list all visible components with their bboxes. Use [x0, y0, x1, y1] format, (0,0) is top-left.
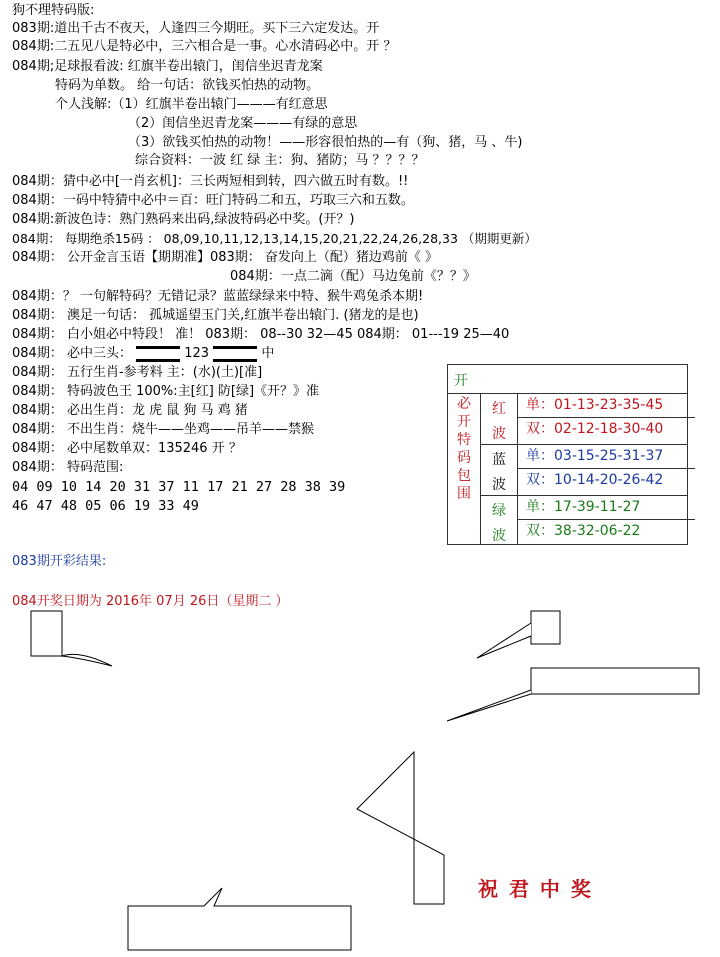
red-odd-row: 单：01-13-23-35-45 [518, 396, 695, 418]
text-line: 083期:道出千古不夜天，人逢四三今期旺。买下三六定发达。开 [12, 21, 380, 36]
result-heading: 083期开彩结果: [12, 554, 107, 569]
text-line: 084期:二五见八是特必中，三六相合是一事。心水清码必中。开 ？ [12, 39, 397, 54]
text-line [12, 345, 274, 362]
decor-bars [213, 346, 257, 362]
text-line: 特码为单数。 给一句话：欲钱买怕热的动物。 [55, 78, 320, 93]
red-even-row: 双：02-12-18-30-40 [526, 421, 664, 437]
text-line: 084期： 澳足一句话： 孤城遥望玉门关,红旗半卷出辕门. (猪龙的是也) [12, 308, 419, 323]
blue-wave-group: 蓝 波 单：03-15-25-31-37 双：10-14-20-26-42 [481, 445, 687, 496]
callout-box-left [31, 611, 112, 666]
text-line: 084期： 五行生肖-参考料 主：(水)(土)[准] [12, 365, 263, 380]
text-line: 084期： 特码范围: [12, 460, 124, 475]
text-line: 084期： 公开金言玉语【期期准】083期： 奋发向上（配）猪边鸡前《 》 [12, 250, 439, 265]
green-odd-row: 单：17-39-11-27 [518, 498, 695, 520]
number-list: 46 47 48 05 06 19 33 49 [12, 498, 199, 514]
label: 084期： 必中三头： [12, 346, 132, 361]
text-line: 084期： 特码波色王 100%:主[红] 防[绿]《开？》准 [12, 384, 320, 399]
number-one-shape [357, 752, 444, 904]
text-line: 084期： 必出生肖：龙 虎 鼠 狗 马 鸡 猪 [12, 403, 248, 418]
green-even-row: 双：38-32-06-22 [526, 523, 641, 539]
draw-date: 084开奖日期为 2016年 07月 26日（星期二 ） [12, 594, 289, 609]
banner-box [531, 668, 699, 694]
text-line: 084期：猜中必中[一肖玄机]：三长两短相到转，四六做五时有数。!! [12, 174, 409, 189]
table-header: 开 [448, 365, 687, 394]
side-label: 必 开 特 码 包 围 [448, 394, 481, 544]
banner-tail [447, 690, 531, 721]
head-numbers: 123 [184, 346, 210, 361]
decor-bars [136, 346, 180, 362]
text-line: 084期：？ 一句解特码？无错记录？蓝蓝绿绿来中特、猴牛鸡兔杀本期! [12, 289, 424, 304]
text-line: 084期： 每期绝杀15码 ： 08,09,10,11,12,13,14,15,20,21,22,24,26,28,33 （期期更新） [12, 231, 537, 246]
callout-box-right-small [531, 611, 560, 644]
text-line: （2）闺信坐迟青龙案———有绿的意思 [128, 116, 358, 131]
bottom-box [128, 888, 351, 950]
blessing-text: 祝 君 中 奖 [478, 877, 593, 901]
text-line: 084期： 必中尾数单双：135246 开 ？ [12, 441, 242, 456]
text-line: 084期：一码中特猜中必中＝百：旺门特码二和五，巧取三六和五数。 [12, 193, 414, 208]
text-line: （3）欲钱买怕热的动物！——形容很怕热的—有（狗、猪，马 、牛) [128, 135, 523, 150]
color-wave-table [447, 364, 688, 545]
text-line: 个人浅解:（1）红旗半卷出辕门———有红意思 [55, 97, 328, 112]
label: 中 [261, 346, 275, 361]
text-line: 084期：一点二滴（配）马边兔前《？？》 [230, 269, 476, 284]
title-line: 狗不理特码版: [12, 3, 95, 18]
green-wave-group: 绿 波 单：17-39-11-27 双：38-32-06-22 [481, 496, 687, 544]
text-line: 084期;足球报看波: 红旗半卷出辕门，闺信坐迟青龙案 [12, 59, 323, 74]
callout-tail [477, 623, 531, 658]
text-line: 084期： 白小姐必中特段！ 准！ 083期： 08--30 32—45 084期： 01---19 25—40 [12, 327, 510, 342]
text-line: 084期： 不出生肖：烧牛——坐鸡——吊羊——禁猴 [12, 422, 314, 437]
blue-odd-row: 单：03-15-25-31-37 [518, 447, 695, 469]
number-list: 04 09 10 14 20 31 37 11 17 21 27 28 38 39 [12, 479, 346, 495]
text-line: 084期:新波色诗：熟门熟码来出码,绿波特码必中奖。(开？) [12, 212, 355, 227]
blue-even-row: 双：10-14-20-26-42 [526, 472, 664, 488]
text-line: 综合资料：一波 红 绿 主：狗、猪防；马 ？？？？ [135, 153, 425, 168]
callout-shapes [0, 600, 720, 957]
red-wave-group: 红 波 单：01-13-23-35-45 双：02-12-18-30-40 [481, 394, 687, 445]
